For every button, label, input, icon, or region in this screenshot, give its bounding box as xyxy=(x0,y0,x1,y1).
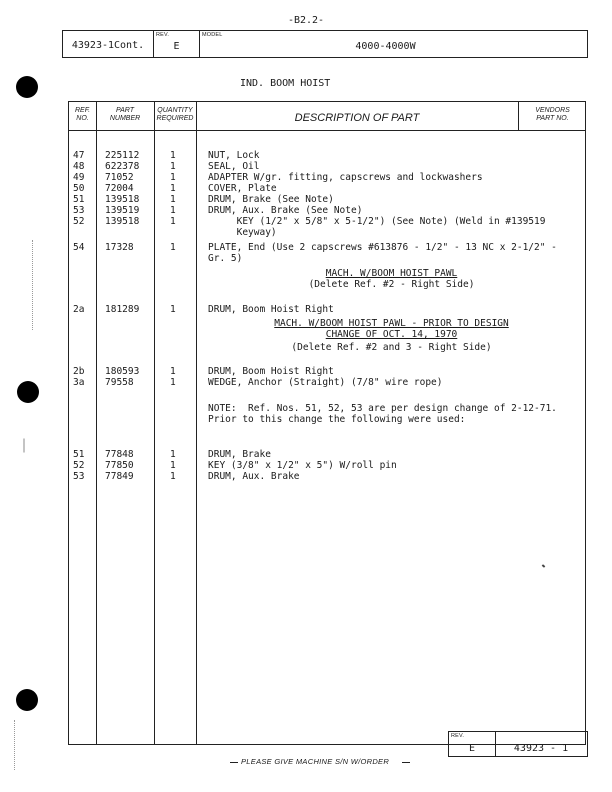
footer-box xyxy=(448,731,588,757)
prior-section-title: MACH. W/BOOM HOIST PAWL - PRIOR TO DESIGN xyxy=(274,318,509,329)
pawl-section-subtitle: (Delete Ref. #2 - Right Side) xyxy=(308,279,475,290)
table-row: 50 72004 1 COVER, Plate xyxy=(73,183,277,194)
margin-scan-marks-bottom xyxy=(14,720,16,770)
page-label: -B2.2- xyxy=(287,15,325,26)
col-header-qty: QUANTITY REQUIRED xyxy=(156,107,194,122)
col-header-vendor: VENDORS PART NO. xyxy=(535,107,570,122)
section-title: IND. BOOM HOIST xyxy=(240,78,331,89)
table-row: 47 225112 1 NUT, Lock xyxy=(73,150,260,161)
header-docno-cell xyxy=(63,31,154,57)
punch-hole-middle xyxy=(17,381,39,403)
table-row: 3a 79558 1 WEDGE, Anchor (Straight) (7/8" wire rope) xyxy=(73,377,443,388)
col-header-part: PART NUMBER xyxy=(109,107,141,122)
note-line-1: NOTE: Ref. Nos. 51, 52, 53 are per design change of 2-12-71. xyxy=(208,403,557,414)
table-row: 54 17328 1 PLATE, End (Use 2 capscrews #613876 - 1/2" - 13 NC x 2-1/2" - xyxy=(73,242,557,253)
table-row: 52 77850 1 KEY (3/8" x 1/2" x 5") W/roll pin xyxy=(73,460,397,471)
header-rev: E xyxy=(173,41,180,52)
footer-rule-left xyxy=(230,762,238,763)
header-model: 4000-4000W xyxy=(355,41,416,52)
footer-page-no: 43923 - 1 xyxy=(513,743,569,754)
margin-stamp xyxy=(24,439,25,453)
table-row: Keyway) xyxy=(208,227,277,238)
margin-scan-marks xyxy=(32,240,34,330)
table-row: 52 139518 1 KEY (1/2" x 5/8" x 5-1/2") (See Note) (Weld in #139519 xyxy=(73,216,546,227)
pawl-section-title: MACH. W/BOOM HOIST PAWL xyxy=(325,268,458,279)
table-row: 2b 180593 1 DRUM, Boom Hoist Right xyxy=(73,366,334,377)
col-header-ref: REF. NO. xyxy=(74,107,91,122)
prior-section-title-2: CHANGE OF OCT. 14, 1970 xyxy=(325,329,458,340)
header-docno: 43923-1Cont. xyxy=(71,40,145,51)
header-rev-label: REV. xyxy=(156,32,170,38)
prior-section-subtitle: (Delete Ref. #2 and 3 - Right Side) xyxy=(291,342,492,353)
footer-rule-right xyxy=(402,762,410,763)
table-row: 53 77849 1 DRUM, Aux. Brake xyxy=(73,471,300,482)
table-row: 51 77848 1 DRUM, Brake xyxy=(73,449,271,460)
header-box xyxy=(62,30,588,58)
footer-rev: E xyxy=(468,743,476,754)
table-row: 2a 181289 1 DRUM, Boom Hoist Right xyxy=(73,304,334,315)
header-model-label: MODEL xyxy=(202,32,223,38)
stray-mark xyxy=(542,564,546,567)
table-row: 53 139519 1 DRUM, Aux. Brake (See Note) xyxy=(73,205,363,216)
punch-hole-bottom xyxy=(16,689,38,711)
col-header-desc: DESCRIPTION OF PART xyxy=(294,112,420,124)
table-row: 49 71052 1 ADAPTER W/gr. fitting, capscrews and lockwashers xyxy=(73,172,483,183)
punch-hole-top xyxy=(16,76,38,98)
footer-notice: PLEASE GIVE MACHINE S/N W/ORDER xyxy=(241,757,390,766)
header-rule xyxy=(69,130,585,131)
table-row: 48 622378 1 SEAL, Oil xyxy=(73,161,260,172)
note-line-2: Prior to this change the following were used: xyxy=(208,414,466,425)
table-row: 51 139518 1 DRUM, Brake (See Note) xyxy=(73,194,334,205)
table-row: Gr. 5) xyxy=(208,253,243,264)
header-model-cell xyxy=(200,31,587,57)
footer-rev-label: REV. xyxy=(451,733,465,739)
parts-table xyxy=(68,101,586,745)
